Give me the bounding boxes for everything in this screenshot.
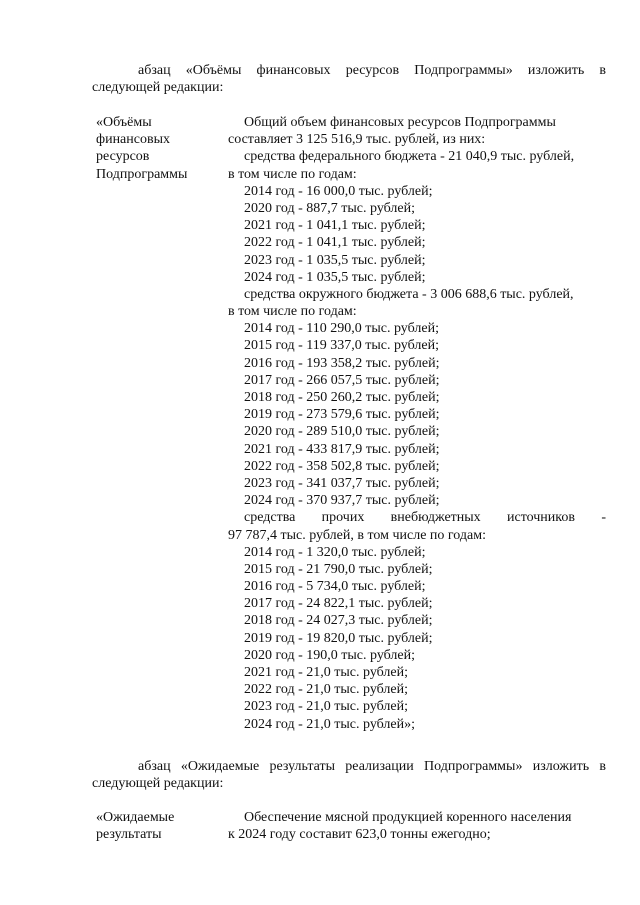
other-sources-word: - [601,510,606,526]
total-line: Общий объем финансовых ресурсов Подпрограммы [244,115,556,130]
other-year-item: 2016 год - 5 734,0 тыс. рублей; [244,579,426,595]
other-sources-line-2: 97 787,4 тыс. рублей, в том числе по годам: [228,527,486,543]
other-year-item: 2021 год - 21,0 тыс. рублей; [244,665,409,680]
district-year-item: 2016 год - 193 358,2 тыс. рублей; [244,355,440,371]
intro-paragraph-1 [92,62,606,96]
district-line: средства окружного бюджета - 3 006 688,6 тыс. рублей, [244,286,574,302]
district-line: в том числе по годам: [228,304,357,320]
other-sources-word: средства [244,510,296,526]
expected-results-line: к 2024 году составит 623,0 тонны ежегодно; [228,827,491,843]
district-year-item: 2018 год - 250 260,2 тыс. рублей; [244,390,440,405]
block-1-content [228,114,606,733]
block-2-label [96,809,216,843]
district-year-item: 2015 год - 119 337,0 тыс. рублей; [244,338,439,354]
other-year-item: 2014 год - 1 320,0 тыс. рублей; [244,544,426,560]
intro-paragraph-1-line-2: следующей редакции: [92,80,224,95]
district-year-item: 2014 год - 110 290,0 тыс. рублей; [244,321,439,337]
federal-year-item: 2020 год - 887,7 тыс. рублей; [244,200,416,216]
district-year-item: 2023 год - 341 037,7 тыс. рублей; [244,475,440,491]
other-sources-word: прочих [321,510,365,526]
other-sources-word: источников [506,510,575,526]
district-year-item: 2017 год - 266 057,5 тыс. рублей; [244,372,440,388]
other-year-item: 2024 год - 21,0 тыс. рублей»; [244,716,416,732]
federal-year-item: 2024 год - 1 035,5 тыс. рублей; [244,269,426,285]
federal-year-item: 2021 год - 1 041,1 тыс. рублей; [244,218,426,234]
federal-year-item: 2022 год - 1 041,1 тыс. рублей; [244,235,426,251]
other-year-item: 2022 год - 21,0 тыс. рублей; [244,682,409,698]
block-2-content [228,809,606,843]
block-1-label [96,114,216,183]
block-2-label-line: «Ожидаемые [96,810,175,825]
federal-year-item: 2014 год - 16 000,0 тыс. рублей; [244,183,433,199]
intro-paragraph-2-line-1: абзац «Ожидаемые результаты реализации Подпрограммы» изложить в [138,759,606,774]
total-line: составляет 3 125 516,9 тыс. рублей, из них: [228,132,486,148]
other-year-item: 2023 год - 21,0 тыс. рублей; [244,699,409,715]
expected-results-line: Обеспечение мясной продукцией коренного населения [244,810,572,825]
federal-line: в том числе по годам: [228,166,357,182]
block-1-label-line: финансовых [96,132,170,148]
other-year-item: 2017 год - 24 822,1 тыс. рублей; [244,596,433,612]
other-year-item: 2019 год - 19 820,0 тыс. рублей; [244,630,433,646]
other-year-item: 2018 год - 24 027,3 тыс. рублей; [244,613,433,629]
district-year-item: 2022 год - 358 502,8 тыс. рублей; [244,458,440,474]
district-year-item: 2019 год - 273 579,6 тыс. рублей; [244,407,440,423]
other-year-item: 2015 год - 21 790,0 тыс. рублей; [244,561,433,577]
block-1-label-line: ресурсов [96,149,150,165]
other-sources-line [228,509,606,526]
block-1-label-line: Подпрограммы [96,166,188,182]
intro-paragraph-1-line-1: абзац «Объёмы финансовых ресурсов Подпрограммы» изложить в [138,63,606,78]
intro-paragraph-2 [92,758,606,792]
district-year-item: 2021 год - 433 817,9 тыс. рублей; [244,441,440,457]
other-year-item: 2020 год - 190,0 тыс. рублей; [244,647,416,663]
district-year-item: 2020 год - 289 510,0 тыс. рублей; [244,424,440,440]
other-sources-word: внебюджетных [390,510,481,526]
intro-paragraph-2-line-2: следующей редакции: [92,776,224,791]
block-2-label-line: результаты [96,827,162,843]
federal-year-item: 2023 год - 1 035,5 тыс. рублей; [244,252,426,268]
federal-line: средства федерального бюджета - 21 040,9 тыс. рублей, [244,149,575,165]
district-year-item: 2024 год - 370 937,7 тыс. рублей; [244,493,440,509]
block-1-label-line: «Объёмы [96,115,152,130]
